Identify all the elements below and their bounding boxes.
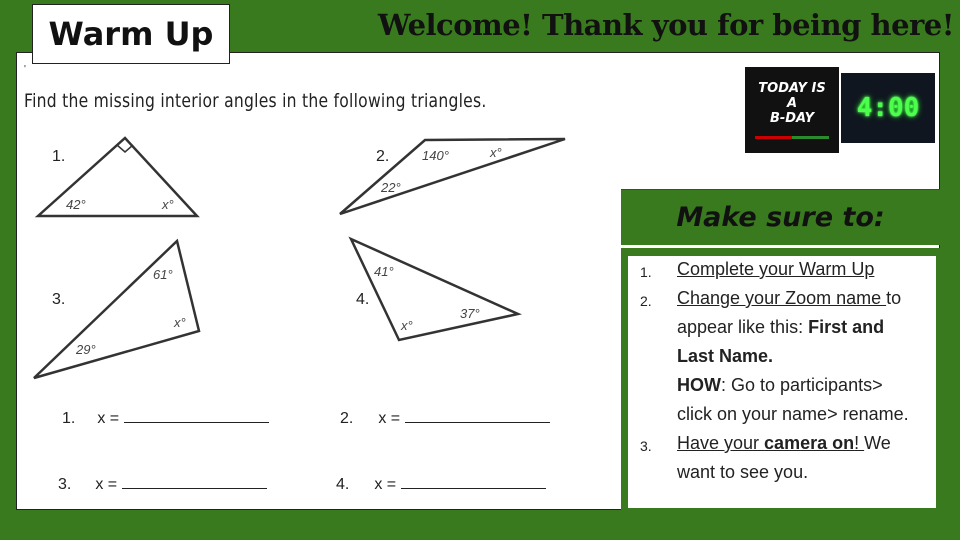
answer-row-4: [336, 474, 546, 494]
item-3-line-1: [677, 433, 891, 454]
triangle-4: [351, 239, 518, 340]
triangle-2: [340, 139, 565, 214]
item-3-bang: !: [854, 433, 865, 453]
angle-4c: 37°: [460, 306, 480, 321]
welcome-banner: Welcome! Thank you for being here!: [377, 8, 954, 42]
problem-label-4: 4.: [356, 291, 370, 308]
item-2-appear: appear like this:: [677, 317, 809, 337]
make-sure-heading: Make sure to:: [621, 189, 940, 245]
answer-num-4: 4.: [336, 476, 350, 493]
answer-row-2: [340, 408, 550, 428]
triangle-3: [34, 241, 199, 378]
item-3-we: We: [864, 433, 891, 453]
problem-label-1: 1.: [52, 148, 66, 165]
item-2-line-3: Last Name.: [677, 346, 774, 366]
timer-value: 4:00: [856, 93, 920, 123]
angle-2a: 140°: [422, 148, 449, 163]
answer-row-1: [62, 408, 269, 428]
angle-4a: 41°: [374, 264, 394, 279]
item-1-text: Complete your Warm Up: [677, 259, 875, 279]
answer-x-3: x =: [95, 476, 118, 493]
item-3-camera-on: camera on: [764, 433, 855, 453]
item-2-participants: : Go to participants>: [721, 375, 883, 395]
angle-4b: x°: [401, 318, 413, 333]
item-3-line-2: want to see you.: [677, 462, 809, 482]
answer-x-1: x =: [97, 410, 120, 427]
item-2-line-5: click on your name> rename.: [677, 404, 909, 424]
angle-3c: 29°: [76, 342, 96, 357]
angle-2b: x°: [490, 145, 502, 160]
badge-line-3: B-DAY: [769, 111, 815, 126]
answer-blank-3: [122, 474, 267, 489]
item-2-underlined: Change your Zoom name: [677, 288, 887, 308]
page-title: Warm Up: [32, 4, 230, 64]
angle-3b: x°: [174, 315, 186, 330]
badge-line-1: TODAY IS: [758, 81, 826, 96]
angle-3a: 61°: [153, 267, 173, 282]
b-day-badge: [745, 67, 839, 153]
item-num-3: 3.: [640, 438, 652, 454]
right-angle-mark: [117, 145, 133, 152]
answer-blank-2: [405, 408, 550, 423]
item-2-how: HOW: [677, 375, 721, 395]
answer-blank-1: [124, 408, 269, 423]
countdown-timer: [841, 73, 935, 143]
answer-x-4: x =: [374, 476, 397, 493]
item-2-to: to: [886, 288, 902, 308]
answer-blank-4: [401, 474, 546, 489]
item-3-have-your: Have your: [677, 433, 765, 453]
answer-row-3: [58, 474, 267, 494]
item-num-2: 2.: [640, 293, 652, 309]
instructions: Find the missing interior angles in the following triangles.: [24, 90, 487, 112]
item-2-line-4: [677, 375, 883, 396]
problem-label-2: 2.: [376, 148, 390, 165]
answer-num-1: 1.: [62, 410, 76, 427]
item-num-1: 1.: [640, 264, 652, 280]
answer-x-2: x =: [378, 410, 401, 427]
item-2-first-and: First and: [808, 317, 885, 337]
badge-line-2: A: [786, 96, 798, 111]
item-2-line-2: [677, 317, 884, 338]
angle-1b: x°: [162, 197, 174, 212]
item-2-line-1: [677, 288, 901, 309]
answer-num-3: 3.: [58, 476, 72, 493]
angle-1a: 42°: [66, 197, 86, 212]
stray-mark: ': [24, 64, 26, 75]
badge-stripe: [755, 136, 829, 139]
answer-num-2: 2.: [340, 410, 354, 427]
angle-2c: 22°: [381, 180, 401, 195]
problem-label-3: 3.: [52, 291, 66, 308]
